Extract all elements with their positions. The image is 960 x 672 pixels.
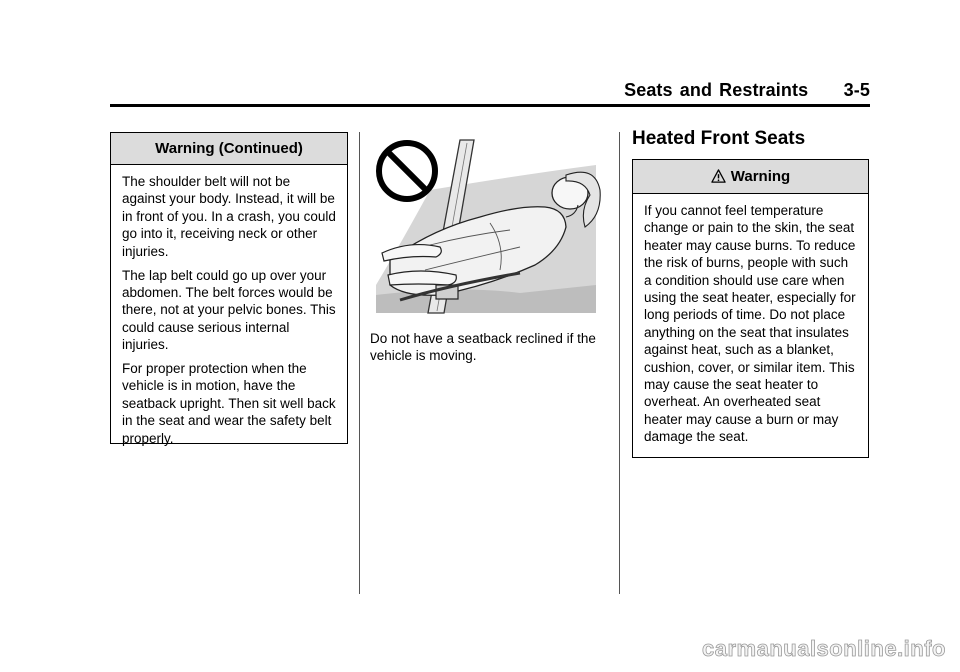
section-title: Heated Front Seats xyxy=(632,128,806,149)
reclined-seat-illustration xyxy=(370,135,602,315)
warning-box-text: If you cannot feel temperature change or pain to the skin, the seat heater may cause burns. To reduce the risk of burns, people with such a condition should use care when using the seat heater, especially for long periods of time. Do not place anything on the seat that insulates against heat, such as a blanket, cushion, cover, or similar item. This may cause the seat heater to overheat. An overheated seat heater may cause a burn or may damage the seat. xyxy=(644,203,856,445)
warning-continued-body xyxy=(111,165,347,447)
watermark: carmanualsonline.info xyxy=(702,636,946,661)
illustration-caption: Do not have a seatback reclined if the vehicle is moving. xyxy=(370,331,596,364)
warning-box-heading xyxy=(633,160,868,194)
warning-continued-heading: Warning (Continued) xyxy=(111,133,347,165)
warning-triangle-icon xyxy=(711,169,726,184)
page-header xyxy=(110,80,870,107)
warning-paragraph: The shoulder belt will not be against your body. Instead, it will be in front of you. In a crash, you could go into it, receiving neck or other injuries. xyxy=(122,174,336,259)
warning-box-heading-label: Warning xyxy=(730,168,791,185)
warning-box xyxy=(632,159,869,458)
warning-box-body xyxy=(633,194,868,446)
warning-paragraph: For proper protection when the vehicle is in motion, have the seatback upright. Then sit well back in the seat and wear the safety belt properly. xyxy=(122,361,336,446)
warning-continued-box xyxy=(110,132,348,444)
no-symbol-icon xyxy=(379,143,435,199)
page-header-title: Seats and Restraints 3-5 xyxy=(624,80,870,100)
column-divider-left xyxy=(359,132,360,594)
warning-paragraph: The lap belt could go up over your abdomen. The belt forces would be there, not at your pelvic bones. This could cause serious internal injuries. xyxy=(122,267,336,353)
column-divider-right xyxy=(619,132,620,594)
